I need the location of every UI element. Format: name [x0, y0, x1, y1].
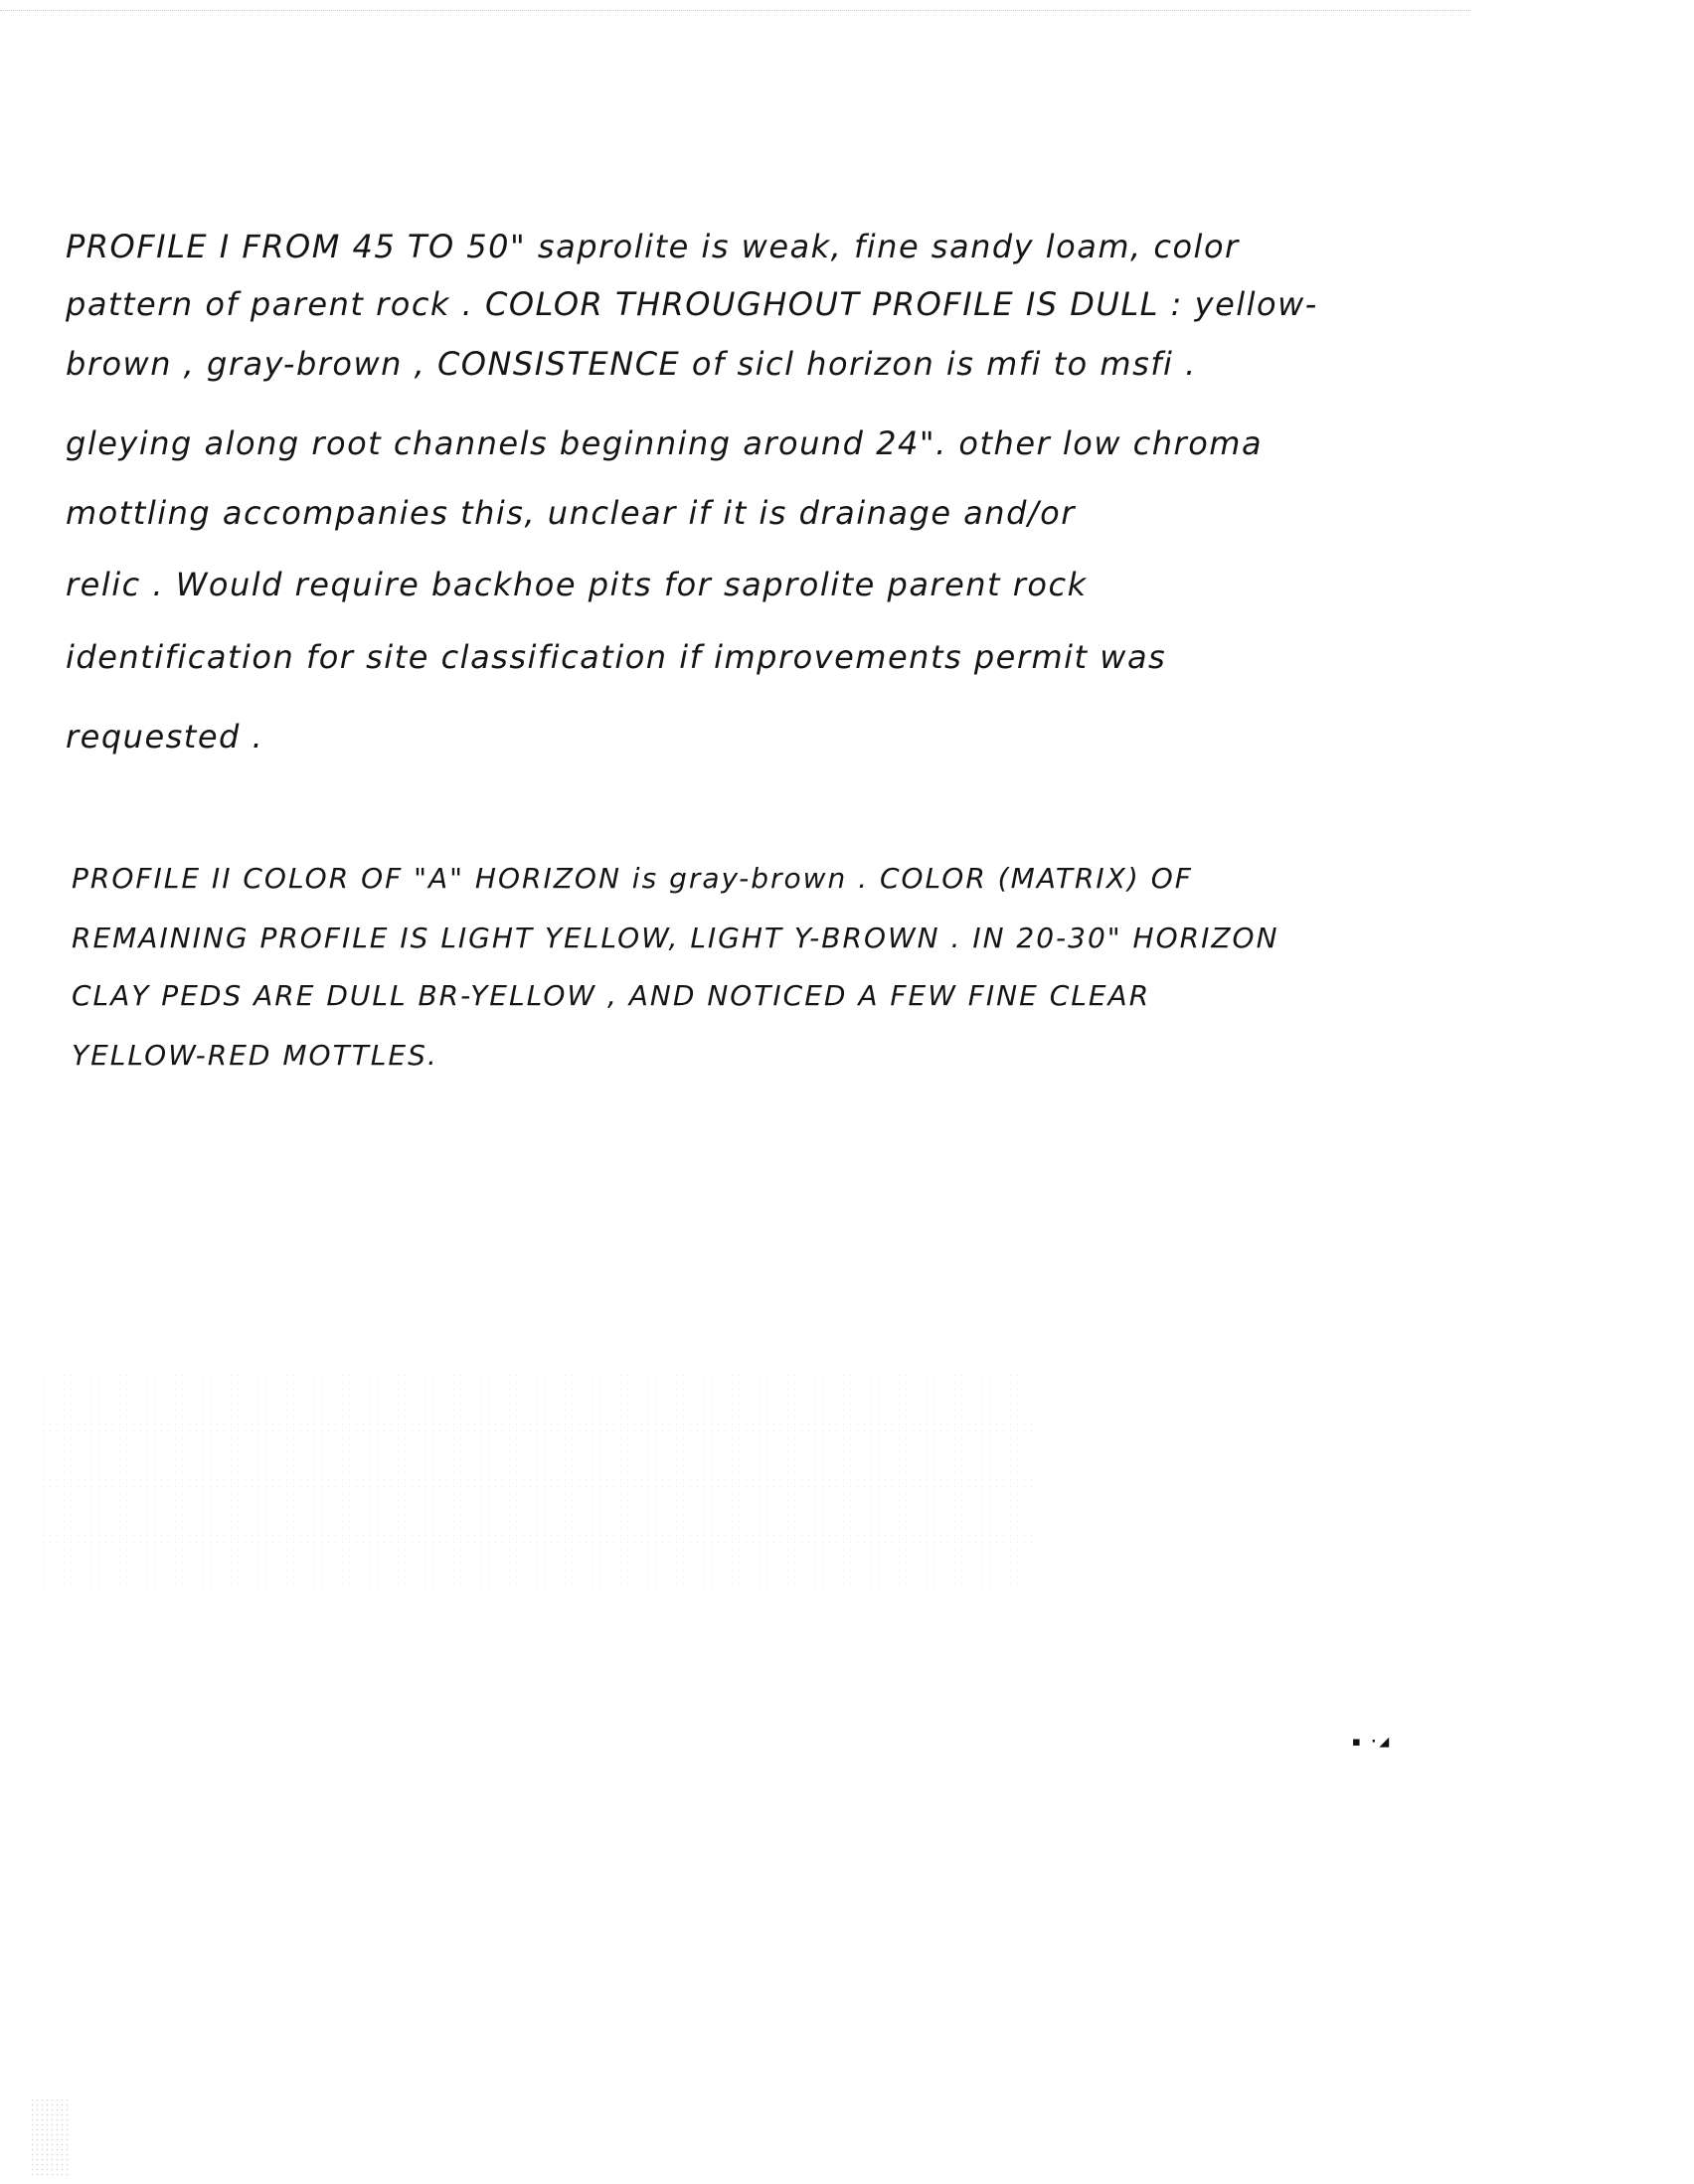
profile-1-line-7: identification for site classification if improvements permit was — [66, 638, 1167, 676]
profile-1-line-5: mottling accompanies this, unclear if it is drainage and/or — [66, 494, 1076, 532]
ink-smudge: ▪ ·◢ — [1352, 1735, 1393, 1750]
profile-1-line-6: relic . Would require backhoe pits for saprolite parent rock — [66, 566, 1088, 603]
profile-2-line-3: CLAY PEDS ARE DULL BR-YELLOW , AND NOTICED A FEW FINE CLEAR — [72, 979, 1151, 1012]
profile-1-line-4: gleying along root channels beginning around 24". other low chroma — [66, 424, 1264, 462]
profile-1-line-2: pattern of parent rock . COLOR THROUGHOUT PROFILE IS DULL : yellow- — [66, 285, 1318, 323]
profile-2-line-4: YELLOW-RED MOTTLES. — [72, 1039, 438, 1072]
scan-corner-noise — [30, 2098, 70, 2177]
profile-2-line-2: REMAINING PROFILE IS LIGHT YELLOW, LIGHT Y-BROWN . IN 20-30" HORIZON — [72, 922, 1279, 954]
profile-1-line-1: PROFILE I FROM 45 TO 50" saprolite is weak, fine sandy loam, color — [66, 228, 1240, 265]
scan-noise — [40, 1372, 1034, 1591]
scan-edge-mark — [0, 10, 1471, 11]
profile-1-line-3: brown , gray-brown , CONSISTENCE of sicl horizon is mfi to msfi . — [66, 345, 1197, 383]
profile-1-line-8: requested . — [66, 718, 264, 756]
profile-2-line-1: PROFILE II COLOR OF "A" HORIZON is gray-brown . COLOR (MATRIX) OF — [72, 862, 1193, 895]
